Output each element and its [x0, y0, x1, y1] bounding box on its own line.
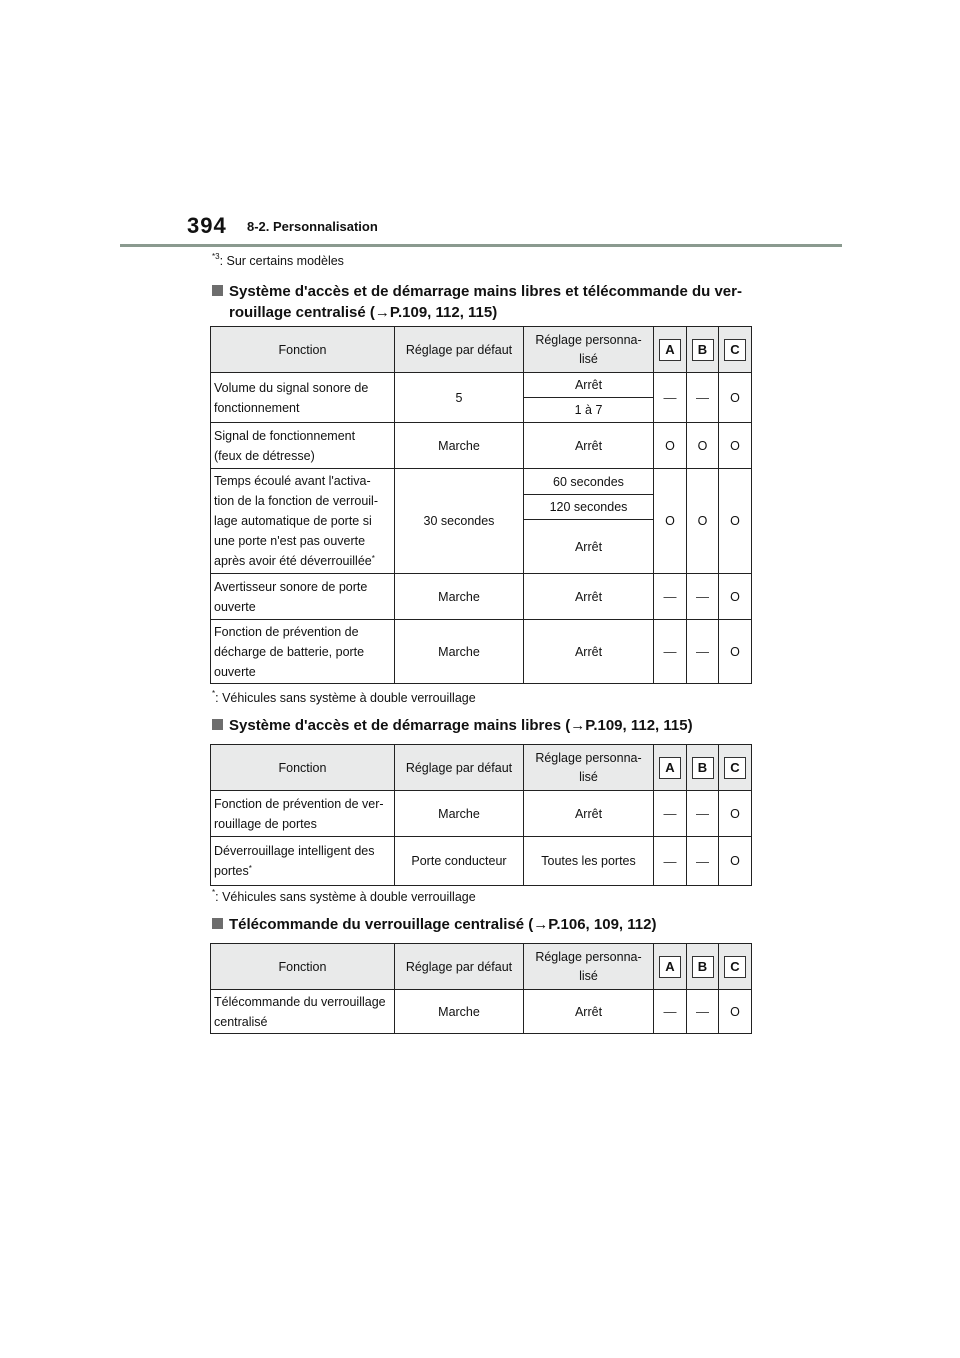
cell-c: O — [719, 990, 752, 1034]
section-label: 8-2. Personnalisation — [247, 219, 378, 234]
section-heading-1 — [212, 281, 742, 323]
cell-c: O — [719, 469, 752, 574]
cell-fonction — [211, 791, 395, 837]
text-line: lage automatique de porte si — [214, 514, 372, 528]
cell-perso: Arrêt — [524, 423, 654, 469]
cell-c: O — [719, 373, 752, 423]
header-defaut: Réglage par défaut — [395, 745, 524, 791]
cell-perso: Arrêt — [524, 520, 654, 574]
text-line: Fonction de prévention de ver- — [214, 796, 384, 811]
letter-b-icon: B — [692, 956, 714, 978]
text-line: rouillage de portes — [214, 816, 317, 831]
cell-a: — — [654, 574, 687, 620]
header-fonction: Fonction — [211, 327, 395, 373]
header-defaut: Réglage par défaut — [395, 327, 524, 373]
text-line: centralisé — [214, 1014, 268, 1029]
header-perso — [524, 327, 654, 373]
footnote-mark: * — [212, 689, 216, 698]
cell-defaut: 5 — [395, 373, 524, 423]
cell-b: — — [687, 791, 719, 837]
footnote-mark: * — [371, 554, 375, 563]
footnote-text: : Véhicules sans système à double verrouillage — [215, 890, 476, 904]
header-perso — [524, 944, 654, 990]
page-reference-link[interactable]: P.106, 109, 112) — [548, 916, 657, 933]
footnote-mark: * — [248, 864, 252, 873]
text-line: une porte n'est pas ouverte — [214, 534, 366, 548]
text-line: décharge de batterie, porte — [214, 644, 365, 659]
header-perso-line2: lisé — [579, 769, 598, 784]
text-line: Volume du signal sonore de — [214, 380, 369, 395]
square-bullet-icon — [212, 918, 223, 929]
page-number: 394 — [187, 213, 227, 238]
text-line: ouverte — [214, 599, 256, 614]
letter-b-icon: B — [692, 757, 714, 779]
text-line: ouverte — [214, 664, 256, 679]
header-perso-line2: lisé — [579, 968, 598, 983]
header-perso-line2: lisé — [579, 351, 598, 366]
header-b — [687, 745, 719, 791]
cell-c: O — [719, 791, 752, 837]
cell-b: — — [687, 620, 719, 684]
text-line: Déverrouillage intelligent des — [214, 844, 375, 858]
text-line: Télécommande du verrouillage — [214, 994, 386, 1009]
cell-a: — — [654, 620, 687, 684]
arrow-right-icon: → — [374, 304, 390, 321]
cell-defaut: Marche — [395, 423, 524, 469]
footnote-text: : Véhicules sans système à double verrouillage — [215, 691, 476, 705]
cell-a: — — [654, 837, 687, 886]
text-line: Temps écoulé avant l'activa- — [214, 474, 371, 488]
table-header-row — [211, 944, 752, 990]
table-header-row — [211, 327, 752, 373]
cell-a: — — [654, 791, 687, 837]
cell-a: — — [654, 990, 687, 1034]
table-row — [211, 469, 752, 495]
cell-fonction — [211, 469, 395, 574]
cell-b: — — [687, 574, 719, 620]
footnote-mark: * — [212, 888, 216, 897]
cell-perso: Arrêt — [524, 791, 654, 837]
letter-a-icon: A — [659, 757, 681, 779]
table-row — [211, 990, 752, 1034]
cell-defaut: 30 secondes — [395, 469, 524, 574]
cell-c: O — [719, 620, 752, 684]
header-fonction: Fonction — [211, 745, 395, 791]
footnote-1 — [212, 691, 476, 705]
cell-c: O — [719, 837, 752, 886]
heading-3-text: Télécommande du verrouillage centralisé ( — [229, 916, 534, 933]
cell-a: — — [654, 373, 687, 423]
square-bullet-icon — [212, 719, 223, 730]
letter-c-icon: C — [724, 339, 746, 361]
cell-perso: Arrêt — [524, 574, 654, 620]
page-reference-link[interactable]: P.109, 112, 115) — [389, 304, 498, 321]
letter-a-icon: A — [659, 339, 681, 361]
cell-a: O — [654, 423, 687, 469]
letter-b-icon: B — [692, 339, 714, 361]
cell-b: — — [687, 990, 719, 1034]
arrow-right-icon: → — [570, 717, 586, 734]
header-perso — [524, 745, 654, 791]
text-line: Signal de fonctionnement — [214, 428, 356, 443]
cell-perso: 120 secondes — [524, 495, 654, 520]
header-c — [719, 327, 752, 373]
square-bullet-icon — [212, 285, 223, 296]
table-row — [211, 574, 752, 620]
cell-perso: 1 à 7 — [524, 398, 654, 423]
page-reference-link[interactable]: P.109, 112, 115) — [585, 717, 693, 734]
cell-perso: Arrêt — [524, 620, 654, 684]
header-rule — [120, 244, 842, 247]
heading-1-line2: rouillage centralisé ( — [229, 304, 375, 321]
text-line: après avoir été déverrouillée — [214, 554, 372, 568]
arrow-right-icon: → — [533, 916, 549, 933]
header-defaut: Réglage par défaut — [395, 944, 524, 990]
cell-b: O — [687, 469, 719, 574]
cell-defaut: Marche — [395, 620, 524, 684]
cell-b: O — [687, 423, 719, 469]
cell-perso: Arrêt — [524, 990, 654, 1034]
letter-a-icon: A — [659, 956, 681, 978]
cell-fonction — [211, 574, 395, 620]
header-a — [654, 327, 687, 373]
header-a — [654, 745, 687, 791]
heading-1-line1: Système d'accès et de démarrage mains libres et télécommande du ver- — [229, 283, 742, 300]
cell-b: — — [687, 373, 719, 423]
cell-fonction — [211, 620, 395, 684]
cell-c: O — [719, 423, 752, 469]
cell-perso: Toutes les portes — [524, 837, 654, 886]
table-row — [211, 837, 752, 886]
cell-defaut: Marche — [395, 791, 524, 837]
header-c — [719, 745, 752, 791]
text-line: Fonction de prévention de — [214, 624, 359, 639]
settings-table-1 — [210, 326, 752, 684]
letter-c-icon: C — [724, 757, 746, 779]
text-line: fonctionnement — [214, 400, 300, 415]
cell-a: O — [654, 469, 687, 574]
table-row — [211, 791, 752, 837]
cell-defaut: Marche — [395, 574, 524, 620]
cell-fonction — [211, 423, 395, 469]
header-perso-line1: Réglage personna- — [535, 750, 642, 765]
section-heading-2 — [212, 715, 693, 736]
cell-c: O — [719, 574, 752, 620]
text-line: (feux de détresse) — [214, 448, 315, 463]
text-line: tion de la fonction de verrouil- — [214, 494, 378, 508]
text-line: Avertisseur sonore de porte — [214, 579, 368, 594]
settings-table-3 — [210, 943, 752, 1034]
cell-fonction — [211, 373, 395, 423]
footnote-mark: *3 — [212, 252, 220, 261]
header-c — [719, 944, 752, 990]
cell-fonction — [211, 837, 395, 886]
cell-perso: Arrêt — [524, 373, 654, 398]
header-b — [687, 944, 719, 990]
table-row — [211, 373, 752, 398]
cell-defaut: Porte conducteur — [395, 837, 524, 886]
header-fonction: Fonction — [211, 944, 395, 990]
cell-perso: 60 secondes — [524, 469, 654, 495]
letter-c-icon: C — [724, 956, 746, 978]
footnote-2 — [212, 890, 476, 904]
section-heading-3 — [212, 914, 656, 935]
table-row — [211, 620, 752, 684]
settings-table-2 — [210, 744, 752, 886]
table-header-row — [211, 745, 752, 791]
heading-2-text: Système d'accès et de démarrage mains libres ( — [229, 717, 571, 734]
cell-b: — — [687, 837, 719, 886]
header-b — [687, 327, 719, 373]
cell-defaut: Marche — [395, 990, 524, 1034]
header-perso-line1: Réglage personna- — [535, 949, 642, 964]
table-row — [211, 423, 752, 469]
footnote-text: : Sur certains modèles — [219, 254, 344, 268]
text-line: portes — [214, 864, 249, 878]
footnote-top — [212, 254, 344, 268]
cell-fonction — [211, 990, 395, 1034]
header-a — [654, 944, 687, 990]
header-perso-line1: Réglage personna- — [535, 332, 642, 347]
